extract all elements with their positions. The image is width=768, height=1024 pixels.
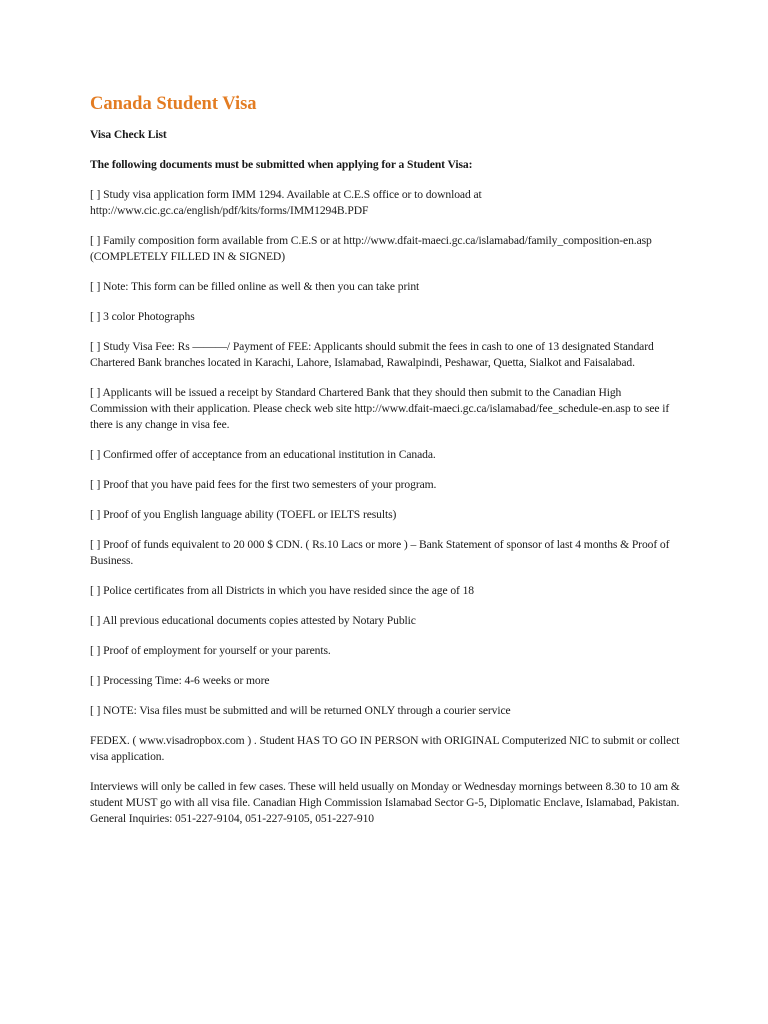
checklist-item-line: [ ] Note: This form can be filled online as well & then you can take print [90,280,420,293]
checklist-item [90,703,708,719]
checklist-item [90,447,708,463]
checklist-item [90,733,708,765]
checklist [90,187,708,827]
checklist-item-line: Commission with their application. Please check web site http://www.dfait-maeci.gc.ca/islamabad/fee_schedule-en.asp to see if [90,402,670,415]
checklist-item-line: (COMPLETELY FILLED IN & SIGNED) [90,250,285,263]
checklist-item-line: [ ] Proof of employment for yourself or your parents. [90,644,331,657]
checklist-item [90,537,708,569]
document-intro: The following documents must be submitted when applying for a Student Visa: [90,158,473,171]
document-title: Canada Student Visa [90,94,257,114]
checklist-item-line: General Inquiries: 051-227-9104, 051-227-9105, 051-227-910 [90,812,374,825]
checklist-item-line: [ ] Confirmed offer of acceptance from an educational institution in Canada. [90,448,436,461]
checklist-item [90,187,708,219]
checklist-item-line: visa application. [90,750,165,763]
checklist-item [90,339,708,371]
checklist-item [90,279,708,295]
checklist-item-line: Business. [90,554,134,567]
checklist-item [90,779,708,827]
checklist-item [90,583,708,599]
checklist-item-line: [ ] Police certificates from all Districts in which you have resided since the age of 18 [90,584,474,597]
checklist-item [90,673,708,689]
checklist-item-line: [ ] Applicants will be issued a receipt by Standard Chartered Bank that they should then submit to the Canadian High [90,386,622,399]
checklist-item [90,613,708,629]
checklist-item [90,233,708,265]
checklist-item-line: [ ] Family composition form available from C.E.S or at http://www.dfait-maeci.gc.ca/islamabad/family_composition-en.asp [90,234,652,247]
checklist-item [90,477,708,493]
checklist-item-line: [ ] Study Visa Fee: Rs ———/ Payment of FEE: Applicants should submit the fees in cash to one of 13 designated Standard [90,340,654,353]
checklist-item-line: FEDEX. ( www.visadropbox.com ) . Student HAS TO GO IN PERSON with ORIGINAL Computerized NIC to submit or collect [90,734,680,747]
document-subtitle: Visa Check List [90,128,167,141]
checklist-item-line: http://www.cic.gc.ca/english/pdf/kits/forms/IMM1294B.PDF [90,204,369,217]
checklist-item-line: [ ] Study visa application form IMM 1294. Available at C.E.S office or to download at [90,188,482,201]
checklist-item [90,309,708,325]
checklist-item-line: [ ] NOTE: Visa files must be submitted and will be returned ONLY through a courier service [90,704,511,717]
checklist-item-line: there is any change in visa fee. [90,418,230,431]
checklist-item-line: [ ] Processing Time: 4-6 weeks or more [90,674,270,687]
checklist-item-line: Interviews will only be called in few cases. These will held usually on Monday or Wednesday mornings between 8.30 to 10 am & [90,780,680,793]
checklist-item-line: [ ] All previous educational documents copies attested by Notary Public [90,614,416,627]
checklist-item [90,507,708,523]
checklist-item-line: [ ] Proof of funds equivalent to 20 000 $ CDN. ( Rs.10 Lacs or more ) – Bank Statement of sponsor of last 4 months & Proof of [90,538,670,551]
checklist-item [90,643,708,659]
checklist-item-line: [ ] Proof that you have paid fees for the first two semesters of your program. [90,478,437,491]
checklist-item-line: Chartered Bank branches located in Karachi, Lahore, Islamabad, Rawalpindi, Peshawar, Quetta, Sialkot and Faisalabad. [90,356,635,369]
checklist-item-line: [ ] Proof of you English language ability (TOEFL or IELTS results) [90,508,397,521]
checklist-item-line: student MUST go with all visa file. Canadian High Commission Islamabad Sector G-5, Diplomatic Enclave, Islamabad, Pakistan. [90,796,680,809]
checklist-item [90,385,708,433]
checklist-item-line: [ ] 3 color Photographs [90,310,195,323]
